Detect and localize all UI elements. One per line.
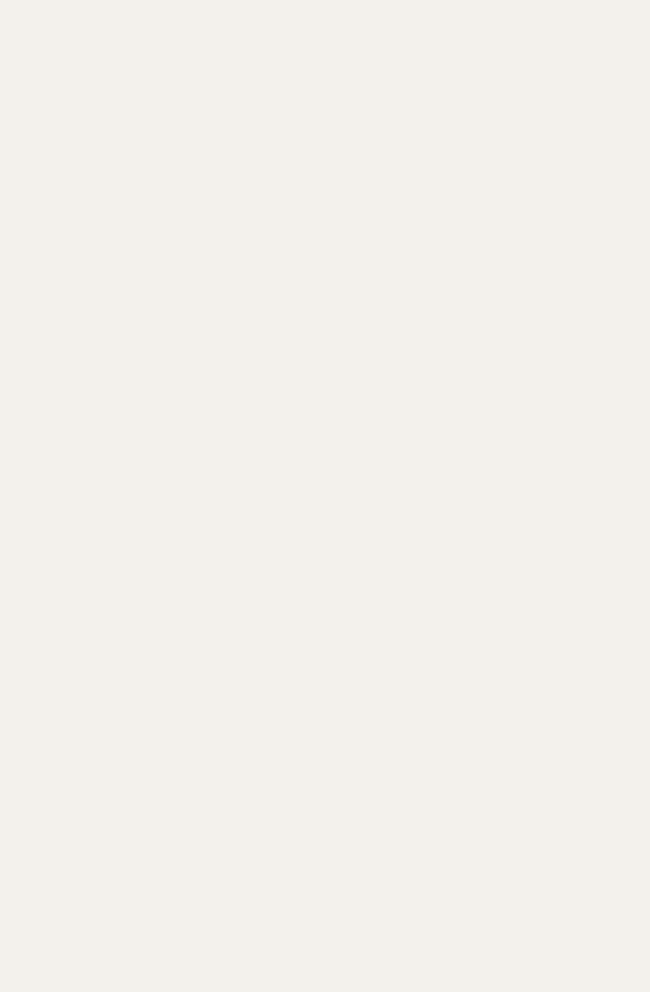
document-page: [44, 38, 606, 978]
